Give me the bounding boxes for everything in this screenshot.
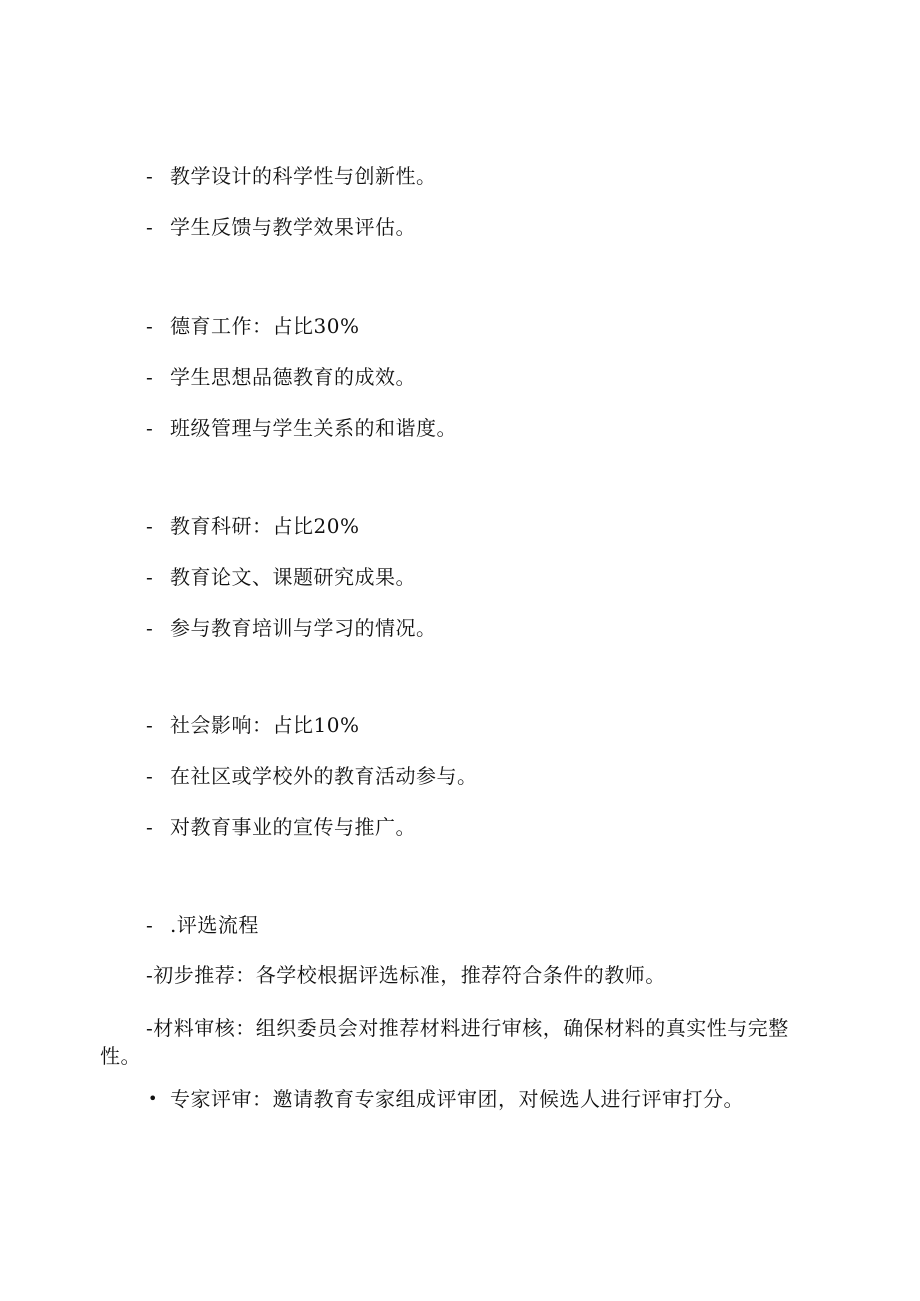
list-item-text: 学生反馈与教学效果评估。 bbox=[170, 215, 416, 239]
bullet-item-expert-review bbox=[148, 1087, 744, 1111]
list-item bbox=[146, 365, 416, 389]
list-item bbox=[146, 565, 416, 589]
list-item-text: 在社区或学校外的教育活动参与。 bbox=[170, 764, 478, 788]
section-heading-social-impact bbox=[146, 713, 359, 737]
list-item bbox=[146, 215, 416, 239]
list-item-text: 班级管理与学生关系的和谐度。 bbox=[170, 416, 457, 440]
bullet-marker: • bbox=[148, 1089, 158, 1108]
dash-marker: - bbox=[146, 913, 154, 937]
list-item-text: 教育论文、课题研究成果。 bbox=[170, 565, 416, 589]
list-item-text: 学生思想品德教育的成效。 bbox=[170, 365, 416, 389]
list-item bbox=[146, 416, 457, 440]
list-item-text: 德育工作：占比30% bbox=[170, 314, 360, 338]
list-item bbox=[146, 616, 437, 640]
dash-marker: - bbox=[146, 416, 154, 440]
dash-marker: - bbox=[146, 164, 154, 188]
dash-marker: - bbox=[146, 514, 154, 538]
dash-marker: - bbox=[146, 565, 154, 589]
dash-marker: - bbox=[146, 764, 154, 788]
section-heading-research bbox=[146, 514, 359, 538]
dash-marker: - bbox=[146, 365, 154, 389]
paragraph-initial-recommendation: -初步推荐：各学校根据评选标准，推荐符合条件的教师。 bbox=[146, 963, 666, 987]
paragraph-material-review: -材料审核：组织委员会对推荐材料进行审核，确保材料的真实性与完整性。 bbox=[100, 1016, 789, 1068]
dash-marker: - bbox=[146, 616, 154, 640]
list-item-text: 教学设计的科学性与创新性。 bbox=[170, 164, 437, 188]
dash-marker: - bbox=[146, 215, 154, 239]
list-item bbox=[146, 764, 478, 788]
section-heading-moral-education bbox=[146, 314, 359, 338]
list-item bbox=[146, 164, 437, 188]
section-heading-selection-process bbox=[146, 913, 259, 937]
list-item-text: 专家评审：邀请教育专家组成评审团，对候选人进行评审打分。 bbox=[170, 1087, 744, 1111]
list-item-text: .评选流程 bbox=[170, 913, 259, 937]
list-item-text: 参与教育培训与学习的情况。 bbox=[170, 616, 437, 640]
list-item-text: 教育科研：占比20% bbox=[170, 514, 360, 538]
dash-marker: - bbox=[146, 314, 154, 338]
list-item-text: 对教育事业的宣传与推广。 bbox=[170, 815, 416, 839]
list-item bbox=[146, 815, 416, 839]
dash-marker: - bbox=[146, 815, 154, 839]
dash-marker: - bbox=[146, 713, 154, 737]
list-item-text: 社会影响：占比10% bbox=[170, 713, 360, 737]
